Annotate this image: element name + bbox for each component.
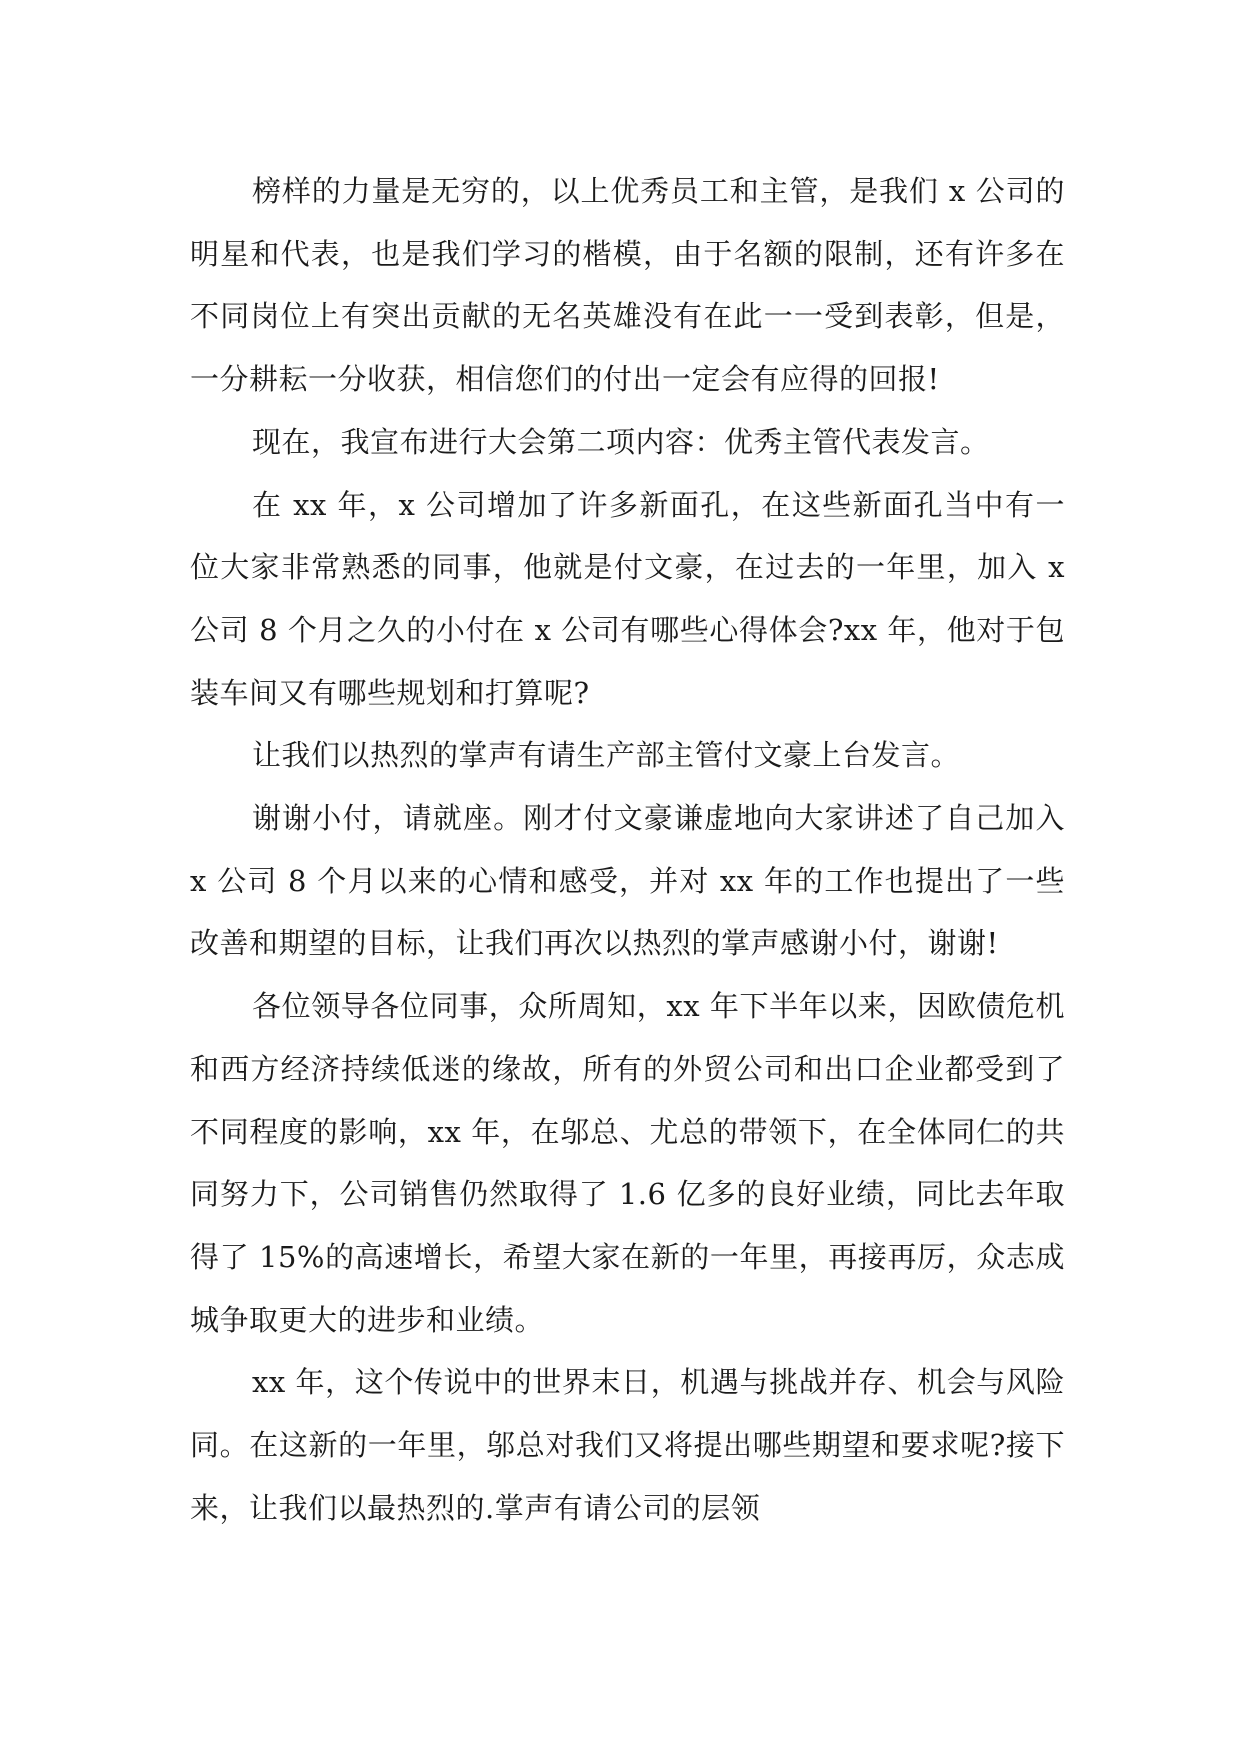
document-body [190,160,1065,1539]
paragraph-second-item-announcement: 现在，我宣布进行大会第二项内容：优秀主管代表发言。 [252,424,990,459]
paragraph-thanks-fu: 谢谢小付，请就座。刚才付文豪谦虚地向大家讲述了自己加入 x 公司 8 个月以来的心情和感受，并对 xx 年的工作也提出了一些改善和期望的目标，让我们再次以热烈的掌声感谢小付，谢谢! [190,801,1065,961]
paragraph-invite-speech: 让我们以热烈的掌声有请生产部主管付文豪上台发言。 [252,738,961,773]
paragraph-fu-wenhao-intro: 在 xx 年，x 公司增加了许多新面孔，在这些新面孔当中有一位大家非常熟悉的同事，他就是付文豪，在过去的一年里，加入 x 公司 8 个月之久的小付在 x 公司有哪些心得体会?xx 年，他对于包装车间又有哪些规划和打算呢? [190,487,1065,710]
paragraph-role-models: 榜样的力量是无穷的，以上优秀员工和主管，是我们 x 公司的明星和代表，也是我们学习的楷模，由于名额的限制，还有许多在不同岗位上有突出贡献的无名英雄没有在此一一受到表彰，但是，一分耕耘一分收获，相信您们的付出一定会有应得的回报! [190,174,1065,397]
paragraph-company-performance: 各位领导各位同事，众所周知，xx 年下半年以来，因欧债危机和西方经济持续低迷的缘故，所有的外贸公司和出口企业都受到了不同程度的影响，xx 年，在邬总、尤总的带领下，在全体同仁的共同努力下，公司销售仍然取得了 1.6 亿多的良好业绩，同比去年取得了 15%的高速增长，希望大家在新的一年里，再接再厉，众志成城争取更大的进步和业绩。 [190,989,1065,1337]
paragraph-new-year-outlook: xx 年，这个传说中的世界末日，机遇与挑战并存、机会与风险同。在这新的一年里，邬总对我们又将提出哪些期望和要求呢?接下来，让我们以最热烈的.掌声有请公司的层领 [190,1365,1065,1525]
